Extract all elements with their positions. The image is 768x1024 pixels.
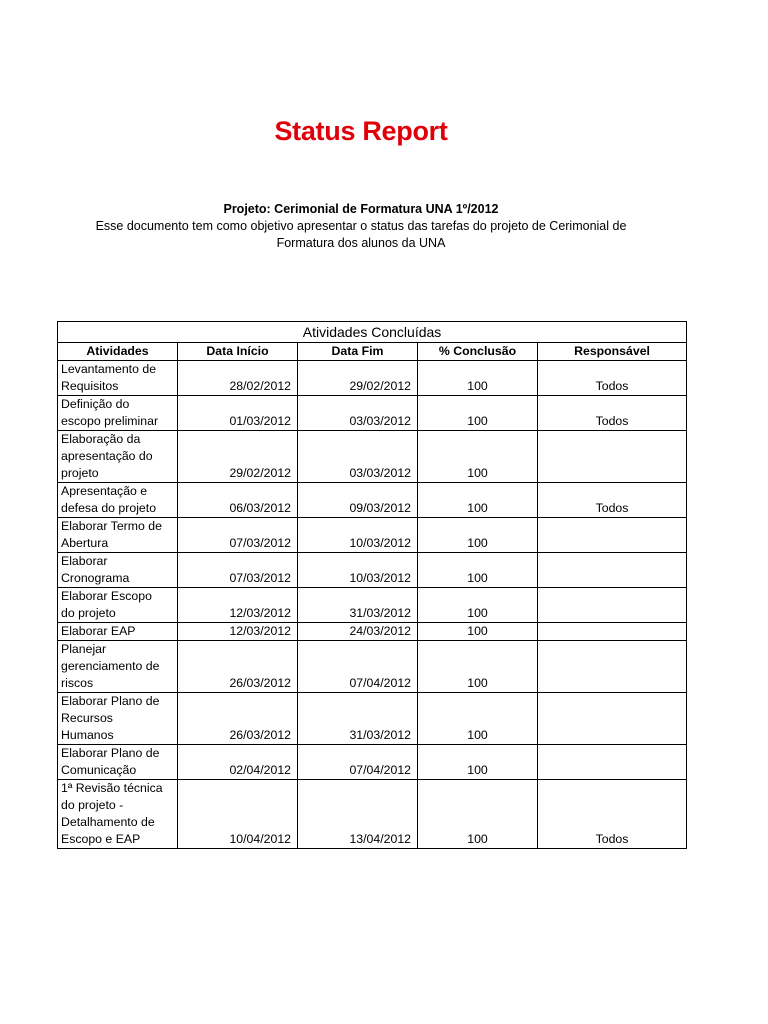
start-date-cell: 26/03/2012 — [178, 693, 298, 745]
end-date-cell: 31/03/2012 — [298, 693, 418, 745]
responsible-cell — [538, 745, 687, 780]
activity-line: Cronograma — [61, 571, 130, 585]
end-date-cell: 24/03/2012 — [298, 623, 418, 641]
completion-cell: 100 — [418, 588, 538, 623]
start-date-cell: 10/04/2012 — [178, 780, 298, 849]
start-date-cell: 07/03/2012 — [178, 553, 298, 588]
end-date-cell: 31/03/2012 — [298, 588, 418, 623]
responsible-cell — [538, 588, 687, 623]
header-start-date: Data Início — [178, 343, 298, 361]
activity-line: Elaborar Plano de — [61, 694, 160, 708]
table-row — [58, 431, 687, 483]
header-completion: % Conclusão — [418, 343, 538, 361]
end-date-cell: 03/03/2012 — [298, 396, 418, 431]
activity-cell — [58, 553, 178, 588]
completion-cell: 100 — [418, 780, 538, 849]
activity-cell — [58, 483, 178, 518]
activity-cell — [58, 693, 178, 745]
end-date-cell: 07/04/2012 — [298, 641, 418, 693]
start-date-cell: 26/03/2012 — [178, 641, 298, 693]
start-date-cell: 12/03/2012 — [178, 588, 298, 623]
document-description: Esse documento tem como objetivo apresentar o status das tarefas do projeto de Cerimonial de Formatura dos alunos da UNA — [95, 219, 627, 250]
completion-cell: 100 — [418, 553, 538, 588]
page-title: Status Report — [274, 116, 448, 146]
end-date-cell: 09/03/2012 — [298, 483, 418, 518]
activity-line: Levantamento de — [61, 362, 157, 376]
activity-line: do projeto — [61, 606, 116, 620]
activity-cell — [58, 431, 178, 483]
responsible-cell — [538, 553, 687, 588]
start-date-cell: 07/03/2012 — [178, 518, 298, 553]
header-activity: Atividades — [58, 343, 178, 361]
responsible-cell — [538, 693, 687, 745]
table-row — [58, 641, 687, 693]
responsible-cell — [538, 518, 687, 553]
activity-line: Planejar — [61, 642, 107, 656]
activity-line: Escopo e EAP — [61, 832, 141, 846]
responsible-cell: Todos — [538, 780, 687, 849]
responsible-cell — [538, 431, 687, 483]
end-date-cell: 10/03/2012 — [298, 518, 418, 553]
activity-line: gerenciamento de — [61, 659, 160, 673]
table-row — [58, 780, 687, 849]
completion-cell: 100 — [418, 361, 538, 396]
completion-cell: 100 — [418, 431, 538, 483]
activity-line: Elaborar — [61, 554, 108, 568]
project-name: Projeto: Cerimonial de Formatura UNA 1º/2012 — [223, 202, 499, 216]
activity-line: apresentação do — [61, 449, 153, 463]
responsible-cell — [538, 623, 687, 641]
table-row — [58, 588, 687, 623]
table-row — [58, 745, 687, 780]
activity-line: projeto — [61, 466, 99, 480]
activity-line: Apresentação e — [61, 484, 148, 498]
activity-line: Elaborar Escopo — [61, 589, 152, 603]
start-date-cell: 01/03/2012 — [178, 396, 298, 431]
responsible-cell: Todos — [538, 361, 687, 396]
table-row — [58, 396, 687, 431]
activity-line: Abertura — [61, 536, 109, 550]
activity-line: do projeto - — [61, 798, 124, 812]
activity-line: Comunicação — [61, 763, 137, 777]
header-end-date: Data Fim — [298, 343, 418, 361]
start-date-cell: 02/04/2012 — [178, 745, 298, 780]
completion-cell: 100 — [418, 623, 538, 641]
activity-line: Recursos — [61, 711, 113, 725]
completion-cell: 100 — [418, 745, 538, 780]
end-date-cell: 13/04/2012 — [298, 780, 418, 849]
activity-cell — [58, 588, 178, 623]
activity-cell — [58, 780, 178, 849]
activity-line: riscos — [61, 676, 94, 690]
activity-line: defesa do projeto — [61, 501, 157, 515]
activity-line: 1ª Revisão técnica — [61, 781, 163, 795]
completion-cell: 100 — [418, 518, 538, 553]
table-row — [58, 483, 687, 518]
activity-line: Detalhamento de — [61, 815, 155, 829]
activity-line: escopo preliminar — [61, 414, 159, 428]
activity-cell — [58, 396, 178, 431]
table-row — [58, 361, 687, 396]
end-date-cell: 29/02/2012 — [298, 361, 418, 396]
table-caption: Atividades Concluídas — [58, 322, 687, 343]
activity-line: Definição do — [61, 397, 130, 411]
start-date-cell: 29/02/2012 — [178, 431, 298, 483]
end-date-cell: 07/04/2012 — [298, 745, 418, 780]
activity-cell — [58, 361, 178, 396]
table-row — [58, 518, 687, 553]
start-date-cell: 12/03/2012 — [178, 623, 298, 641]
start-date-cell: 06/03/2012 — [178, 483, 298, 518]
completion-cell: 100 — [418, 693, 538, 745]
activity-line: Elaboração da — [61, 432, 141, 446]
header-responsible: Responsável — [538, 343, 687, 361]
end-date-cell: 10/03/2012 — [298, 553, 418, 588]
start-date-cell: 28/02/2012 — [178, 361, 298, 396]
table-row — [58, 553, 687, 588]
activity-cell — [58, 745, 178, 780]
completion-cell: 100 — [418, 483, 538, 518]
activity-cell — [58, 641, 178, 693]
completion-cell: 100 — [418, 396, 538, 431]
activity-line: Elaborar Plano de — [61, 746, 160, 760]
activity-line: Humanos — [61, 728, 114, 742]
activity-line: Requisitos — [61, 379, 119, 393]
table-body — [58, 361, 687, 849]
end-date-cell: 03/03/2012 — [298, 431, 418, 483]
activities-table — [57, 321, 687, 849]
table-row — [58, 623, 687, 641]
activity-line: Elaborar EAP — [61, 624, 136, 638]
responsible-cell — [538, 641, 687, 693]
table-row — [58, 693, 687, 745]
activity-cell — [58, 518, 178, 553]
responsible-cell: Todos — [538, 396, 687, 431]
activity-cell — [58, 623, 178, 641]
completion-cell: 100 — [418, 641, 538, 693]
activity-line: Elaborar Termo de — [61, 519, 162, 533]
responsible-cell: Todos — [538, 483, 687, 518]
